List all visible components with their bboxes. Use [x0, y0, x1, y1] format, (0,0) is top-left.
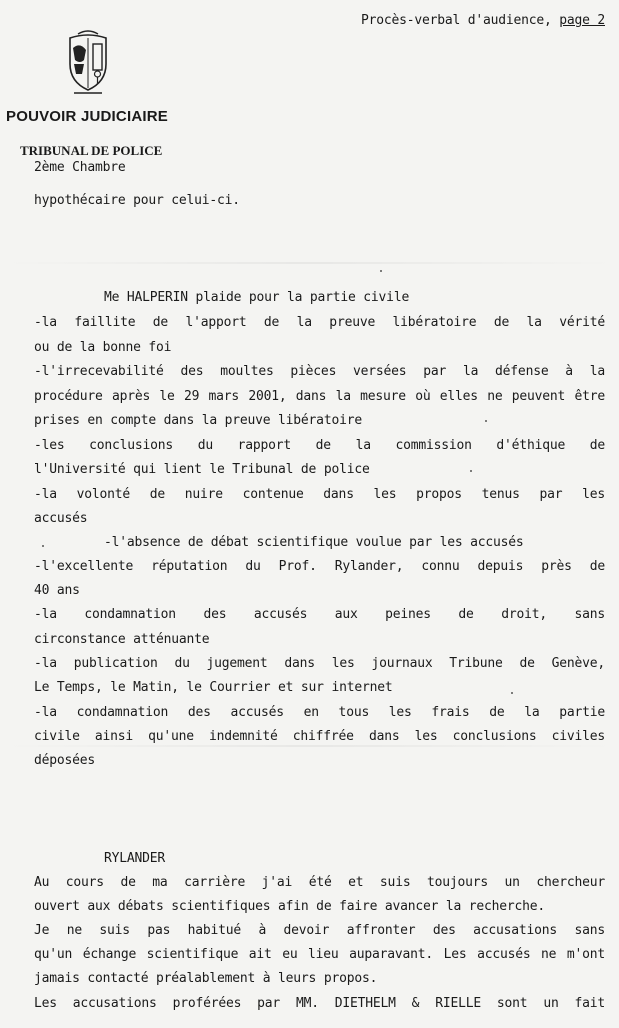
paper-fold	[0, 262, 619, 264]
point-line: -l'excellente réputation du Prof. Rylander, connu depuis près de	[34, 559, 605, 574]
rylander-line: Les accusations proférées par MM. DIETHELM & RIELLE sont un fait	[34, 996, 605, 1011]
header-title: Procès-verbal d'audience,	[360, 13, 560, 28]
point-line: circonstance atténuante	[34, 632, 210, 647]
rylander-name: RYLANDER	[104, 851, 166, 866]
point-line: civile ainsi qu'une indemnité chiffrée dans les conclusions civiles	[34, 729, 605, 744]
rylander-line: ouvert aux débats scientifiques afin de faire avancer la recherche.	[34, 899, 545, 914]
point-line: déposées	[34, 753, 96, 768]
point-line: -la publication du jugement dans les journaux Tribune de Genève,	[34, 656, 605, 671]
point-line: Le Temps, le Matin, le Courrier et sur internet	[34, 680, 393, 695]
point-line: procédure après le 29 mars 2001, dans la mesure où elles ne peuvent être	[34, 389, 605, 404]
point-line: prises en compte dans la preuve libératoire	[34, 413, 362, 428]
point-line: l'Université qui lient le Tribunal de police	[34, 462, 370, 477]
scan-speck	[511, 692, 513, 694]
page-number: page 2	[559, 13, 605, 28]
point-line: -la condamnation des accusés en tous les frais de la partie	[34, 705, 605, 720]
point-line: accusés	[34, 511, 88, 526]
intro-text: hypothécaire pour celui-ci.	[34, 193, 240, 208]
chambre-name: 2ème Chambre	[34, 160, 126, 175]
point-line: -les conclusions du rapport de la commission d'éthique de	[34, 438, 605, 453]
rylander-line: Je ne suis pas habitué à devoir affronter des accusations sans	[34, 923, 605, 938]
point-line: -la condamnation des accusés aux peines de droit, sans	[34, 607, 605, 622]
point-line: 40 ans	[34, 583, 80, 598]
point-line: -l'absence de débat scientifique voulue par les accusés	[104, 535, 524, 550]
scan-speck	[485, 420, 487, 422]
rylander-line: jamais contacté préalablement à leurs propos.	[34, 971, 378, 986]
organization-name: POUVOIR JUDICIAIRE	[6, 108, 168, 125]
rylander-line: Au cours de ma carrière j'ai été et suis toujours un chercheur	[34, 875, 605, 890]
scan-speck	[42, 545, 44, 547]
point-line: -la volonté de nuire contenue dans les propos tenus par les	[34, 487, 605, 502]
point-line: ou de la bonne foi	[34, 340, 172, 355]
tribunal-name: TRIBUNAL DE POLICE	[20, 143, 163, 158]
paper-fold	[0, 745, 619, 747]
scan-speck	[380, 270, 382, 272]
halperin-opening: Me HALPERIN plaide pour la partie civile	[104, 290, 410, 305]
point-line: -l'irrecevabilité des moultes pièces versées par la défense à la	[34, 364, 605, 379]
rylander-line: qu'un échange scientifique ait eu lieu auparavant. Les accusés ne m'ont	[34, 947, 605, 962]
point-line: -la faillite de l'apport de la preuve libératoire de la vérité	[34, 315, 605, 330]
scan-speck	[470, 470, 472, 472]
page-header	[361, 13, 605, 28]
geneva-coat-of-arms-icon	[62, 30, 114, 96]
